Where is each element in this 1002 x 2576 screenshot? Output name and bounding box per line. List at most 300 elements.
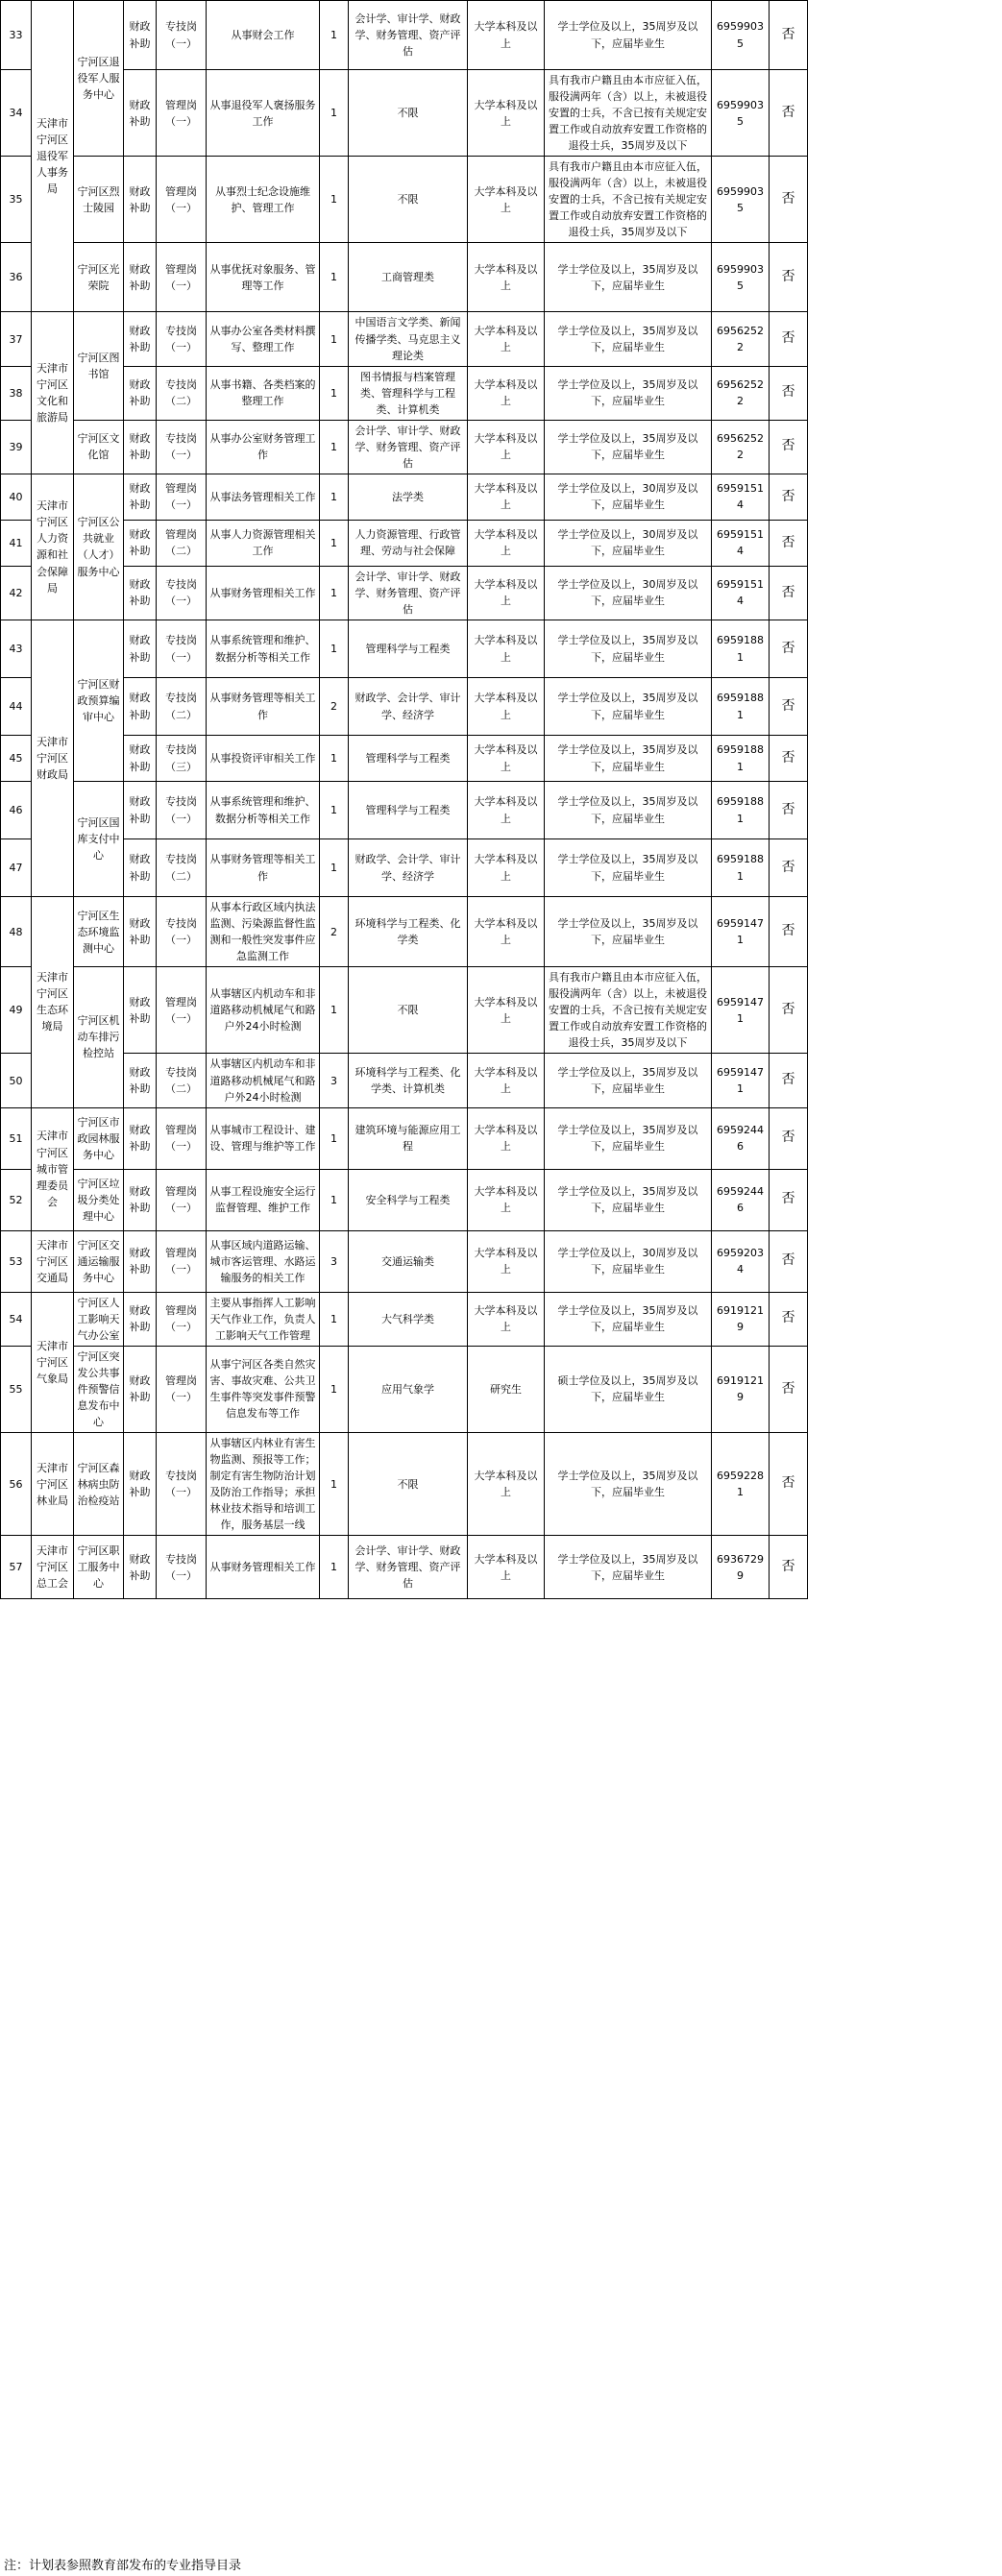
headcount: 1 — [320, 420, 349, 474]
row-number: 57 — [1, 1536, 32, 1599]
right-margin-cell — [808, 474, 998, 520]
row-number: 38 — [1, 366, 32, 420]
row-number: 47 — [1, 839, 32, 897]
major-requirement: 财政学、会计学、审计学、经济学 — [349, 839, 468, 897]
unit-cell: 宁河区机动车排污检控站 — [74, 967, 124, 1107]
education-requirement: 大学本科及以上 — [468, 967, 545, 1054]
education-requirement: 大学本科及以上 — [468, 736, 545, 782]
post-name: 专技岗（一） — [157, 312, 207, 366]
headcount: 1 — [320, 1, 349, 70]
table-row — [1, 1346, 998, 1432]
education-requirement: 大学本科及以上 — [468, 1107, 545, 1169]
education-requirement: 大学本科及以上 — [468, 312, 545, 366]
row-number: 36 — [1, 243, 32, 312]
duty-description: 从事城市工程设计、建设、管理与维护等工作 — [207, 1107, 320, 1169]
education-requirement: 大学本科及以上 — [468, 782, 545, 839]
table-row — [1, 566, 998, 620]
contact-phone: 69591471 — [712, 967, 770, 1054]
headcount: 3 — [320, 1230, 349, 1292]
yes-no-flag: 否 — [770, 1107, 808, 1169]
duty-description: 从事优抚对象服务、管理等工作 — [207, 243, 320, 312]
duty-description: 从事办公室财务管理工作 — [207, 420, 320, 474]
duty-description: 从事财务管理相关工作 — [207, 1536, 320, 1599]
education-requirement: 研究生 — [468, 1346, 545, 1432]
education-requirement: 大学本科及以上 — [468, 70, 545, 157]
major-requirement: 不限 — [349, 1432, 468, 1535]
post-name: 管理岗（一） — [157, 1169, 207, 1230]
duty-description: 从事财会工作 — [207, 1, 320, 70]
table-row — [1, 1292, 998, 1346]
table-row — [1, 782, 998, 839]
duty-description: 从事人力资源管理相关工作 — [207, 520, 320, 566]
yes-no-flag: 否 — [770, 839, 808, 897]
other-requirements: 学士学位及以上，35周岁及以下，应届毕业生 — [545, 312, 712, 366]
education-requirement: 大学本科及以上 — [468, 566, 545, 620]
major-requirement: 财政学、会计学、审计学、经济学 — [349, 678, 468, 736]
duty-description: 从事财务管理等相关工作 — [207, 839, 320, 897]
post-name: 专技岗（一） — [157, 782, 207, 839]
funding-type: 财政补助 — [124, 520, 157, 566]
row-number: 46 — [1, 782, 32, 839]
funding-type: 财政补助 — [124, 420, 157, 474]
department-cell: 天津市宁河区气象局 — [32, 1292, 74, 1432]
table-row — [1, 620, 998, 678]
post-name: 专技岗（一） — [157, 1, 207, 70]
department-cell: 天津市宁河区林业局 — [32, 1432, 74, 1535]
right-margin-cell — [808, 782, 998, 839]
department-cell: 天津市宁河区退役军人事务局 — [32, 1, 74, 312]
contact-phone: 69599035 — [712, 1, 770, 70]
major-requirement: 会计学、审计学、财政学、财务管理、资产评估 — [349, 566, 468, 620]
right-margin-cell — [808, 1169, 998, 1230]
major-requirement: 不限 — [349, 70, 468, 157]
headcount: 1 — [320, 157, 349, 243]
major-requirement: 人力资源管理、行政管理、劳动与社会保障 — [349, 520, 468, 566]
other-requirements: 具有我市户籍且由本市应征入伍，服役满两年（含）以上，未被退役安置的士兵，不含已按有关规定安置工作或自动放弃安置工作资格的退役士兵，35周岁及以下 — [545, 70, 712, 157]
major-requirement: 管理科学与工程类 — [349, 782, 468, 839]
funding-type: 财政补助 — [124, 1, 157, 70]
contact-phone: 69591471 — [712, 897, 770, 967]
unit-cell: 宁河区森林病虫防治检疫站 — [74, 1432, 124, 1535]
yes-no-flag: 否 — [770, 1230, 808, 1292]
contact-phone: 69592446 — [712, 1169, 770, 1230]
education-requirement: 大学本科及以上 — [468, 520, 545, 566]
unit-cell: 宁河区人工影响天气办公室 — [74, 1292, 124, 1346]
education-requirement: 大学本科及以上 — [468, 1, 545, 70]
funding-type: 财政补助 — [124, 157, 157, 243]
duty-description: 从事退役军人褒扬服务工作 — [207, 70, 320, 157]
major-requirement: 应用气象学 — [349, 1346, 468, 1432]
contact-phone: 69562522 — [712, 366, 770, 420]
post-name: 专技岗（一） — [157, 566, 207, 620]
major-requirement: 建筑环境与能源应用工程 — [349, 1107, 468, 1169]
row-number: 44 — [1, 678, 32, 736]
other-requirements: 学士学位及以上，35周岁及以下，应届毕业生 — [545, 736, 712, 782]
education-requirement: 大学本科及以上 — [468, 1432, 545, 1535]
major-requirement: 中国语言文学类、新闻传播学类、马克思主义理论类 — [349, 312, 468, 366]
yes-no-flag: 否 — [770, 520, 808, 566]
post-name: 专技岗（二） — [157, 1054, 207, 1107]
department-cell: 天津市宁河区交通局 — [32, 1230, 74, 1292]
headcount: 1 — [320, 1107, 349, 1169]
funding-type: 财政补助 — [124, 1432, 157, 1535]
yes-no-flag: 否 — [770, 1432, 808, 1535]
row-number: 56 — [1, 1432, 32, 1535]
headcount: 1 — [320, 736, 349, 782]
duty-description: 主要从事指挥人工影响天气作业工作，负责人工影响天气工作管理 — [207, 1292, 320, 1346]
headcount: 1 — [320, 474, 349, 520]
contact-phone: 69591471 — [712, 1054, 770, 1107]
yes-no-flag: 否 — [770, 967, 808, 1054]
headcount: 1 — [320, 620, 349, 678]
major-requirement: 工商管理类 — [349, 243, 468, 312]
right-margin-cell — [808, 678, 998, 736]
unit-cell: 宁河区文化馆 — [74, 420, 124, 474]
other-requirements: 学士学位及以上，35周岁及以下，应届毕业生 — [545, 1536, 712, 1599]
right-margin-cell — [808, 736, 998, 782]
headcount: 1 — [320, 967, 349, 1054]
duty-description: 从事本行政区域内执法监测、污染源监督性监测和一般性突发事件应急监测工作 — [207, 897, 320, 967]
table-row — [1, 1054, 998, 1107]
table-row — [1, 243, 998, 312]
contact-phone: 69591514 — [712, 520, 770, 566]
post-name: 专技岗（二） — [157, 839, 207, 897]
table-row — [1, 1536, 998, 1599]
duty-description: 从事法务管理相关工作 — [207, 474, 320, 520]
post-name: 管理岗（二） — [157, 520, 207, 566]
table-row — [1, 839, 998, 897]
table-row — [1, 1169, 998, 1230]
other-requirements: 学士学位及以上，35周岁及以下，应届毕业生 — [545, 1, 712, 70]
table-row — [1, 1230, 998, 1292]
other-requirements: 学士学位及以上，35周岁及以下，应届毕业生 — [545, 1292, 712, 1346]
right-margin-cell — [808, 566, 998, 620]
table-row — [1, 366, 998, 420]
row-number: 40 — [1, 474, 32, 520]
right-margin-cell — [808, 897, 998, 967]
funding-type: 财政补助 — [124, 1054, 157, 1107]
other-requirements: 学士学位及以上，35周岁及以下，应届毕业生 — [545, 839, 712, 897]
major-requirement: 大气科学类 — [349, 1292, 468, 1346]
headcount: 1 — [320, 366, 349, 420]
funding-type: 财政补助 — [124, 1107, 157, 1169]
table-row — [1, 420, 998, 474]
funding-type: 财政补助 — [124, 782, 157, 839]
table-row — [1, 520, 998, 566]
row-number: 50 — [1, 1054, 32, 1107]
post-name: 专技岗（二） — [157, 366, 207, 420]
contact-phone: 69592281 — [712, 1432, 770, 1535]
contact-phone: 69599035 — [712, 70, 770, 157]
yes-no-flag: 否 — [770, 1536, 808, 1599]
other-requirements: 学士学位及以上，30周岁及以下，应届毕业生 — [545, 520, 712, 566]
right-margin-cell — [808, 1536, 998, 1599]
row-number: 35 — [1, 157, 32, 243]
major-requirement: 交通运输类 — [349, 1230, 468, 1292]
row-number: 51 — [1, 1107, 32, 1169]
major-requirement: 会计学、审计学、财政学、财务管理、资产评估 — [349, 1, 468, 70]
funding-type: 财政补助 — [124, 566, 157, 620]
other-requirements: 学士学位及以上，35周岁及以下，应届毕业生 — [545, 243, 712, 312]
yes-no-flag: 否 — [770, 566, 808, 620]
yes-no-flag: 否 — [770, 1169, 808, 1230]
headcount: 1 — [320, 1432, 349, 1535]
department-cell: 天津市宁河区财政局 — [32, 620, 74, 897]
duty-description: 从事系统管理和维护、数据分析等相关工作 — [207, 782, 320, 839]
contact-phone: 69591514 — [712, 566, 770, 620]
major-requirement: 管理科学与工程类 — [349, 620, 468, 678]
education-requirement: 大学本科及以上 — [468, 1536, 545, 1599]
post-name: 专技岗（一） — [157, 1536, 207, 1599]
other-requirements: 学士学位及以上，35周岁及以下，应届毕业生 — [545, 782, 712, 839]
yes-no-flag: 否 — [770, 1292, 808, 1346]
unit-cell: 宁河区市政园林服务中心 — [74, 1107, 124, 1169]
contact-phone: 69591881 — [712, 736, 770, 782]
contact-phone: 69599035 — [712, 157, 770, 243]
funding-type: 财政补助 — [124, 70, 157, 157]
right-margin-cell — [808, 1054, 998, 1107]
education-requirement: 大学本科及以上 — [468, 1169, 545, 1230]
major-requirement: 管理科学与工程类 — [349, 736, 468, 782]
post-name: 专技岗（三） — [157, 736, 207, 782]
headcount: 1 — [320, 1292, 349, 1346]
funding-type: 财政补助 — [124, 1292, 157, 1346]
yes-no-flag: 否 — [770, 1054, 808, 1107]
yes-no-flag: 否 — [770, 312, 808, 366]
contact-phone: 69191219 — [712, 1346, 770, 1432]
contact-phone: 69592034 — [712, 1230, 770, 1292]
education-requirement: 大学本科及以上 — [468, 243, 545, 312]
post-name: 管理岗（一） — [157, 1292, 207, 1346]
other-requirements: 学士学位及以上，35周岁及以下，应届毕业生 — [545, 1107, 712, 1169]
yes-no-flag: 否 — [770, 157, 808, 243]
headcount: 1 — [320, 1169, 349, 1230]
headcount: 1 — [320, 782, 349, 839]
duty-description: 从事辖区内机动车和非道路移动机械尾气和路户外24小时检测 — [207, 1054, 320, 1107]
right-margin-cell — [808, 620, 998, 678]
table-row — [1, 1, 998, 70]
education-requirement: 大学本科及以上 — [468, 620, 545, 678]
other-requirements: 硕士学位及以上，35周岁及以下，应届毕业生 — [545, 1346, 712, 1432]
other-requirements: 学士学位及以上，35周岁及以下，应届毕业生 — [545, 1169, 712, 1230]
row-number: 37 — [1, 312, 32, 366]
contact-phone: 69591514 — [712, 474, 770, 520]
duty-description: 从事宁河区各类自然灾害、事故灾难、公共卫生事件等突发事件预警信息发布等工作 — [207, 1346, 320, 1432]
post-name: 管理岗（一） — [157, 474, 207, 520]
funding-type: 财政补助 — [124, 1169, 157, 1230]
right-margin-cell — [808, 70, 998, 157]
table-row — [1, 678, 998, 736]
major-requirement: 会计学、审计学、财政学、财务管理、资产评估 — [349, 420, 468, 474]
other-requirements: 学士学位及以上，35周岁及以下，应届毕业生 — [545, 420, 712, 474]
funding-type: 财政补助 — [124, 839, 157, 897]
other-requirements: 学士学位及以上，30周岁及以下，应届毕业生 — [545, 1230, 712, 1292]
major-requirement: 图书情报与档案管理类、管理科学与工程类、计算机类 — [349, 366, 468, 420]
major-requirement: 会计学、审计学、财政学、财务管理、资产评估 — [349, 1536, 468, 1599]
table-row — [1, 1432, 998, 1535]
unit-cell: 宁河区图书馆 — [74, 312, 124, 420]
duty-description: 从事办公室各类材料撰写、整理工作 — [207, 312, 320, 366]
right-margin-cell — [808, 520, 998, 566]
table-row — [1, 967, 998, 1054]
headcount: 1 — [320, 1346, 349, 1432]
funding-type: 财政补助 — [124, 1536, 157, 1599]
other-requirements: 学士学位及以上，30周岁及以下，应届毕业生 — [545, 474, 712, 520]
headcount: 3 — [320, 1054, 349, 1107]
unit-cell: 宁河区职工服务中心 — [74, 1536, 124, 1599]
post-name: 专技岗（一） — [157, 620, 207, 678]
footnote: 注：计划表参照教育部发布的专业指导目录 — [4, 2559, 242, 2573]
row-number: 45 — [1, 736, 32, 782]
contact-phone: 69599035 — [712, 243, 770, 312]
contact-phone: 69562522 — [712, 312, 770, 366]
education-requirement: 大学本科及以上 — [468, 897, 545, 967]
contact-phone: 69367299 — [712, 1536, 770, 1599]
post-name: 专技岗（一） — [157, 420, 207, 474]
post-name: 管理岗（一） — [157, 1107, 207, 1169]
yes-no-flag: 否 — [770, 1, 808, 70]
post-name: 专技岗（一） — [157, 897, 207, 967]
funding-type: 财政补助 — [124, 243, 157, 312]
yes-no-flag: 否 — [770, 420, 808, 474]
contact-phone: 69591881 — [712, 620, 770, 678]
education-requirement: 大学本科及以上 — [468, 474, 545, 520]
duty-description: 从事书籍、各类档案的整理工作 — [207, 366, 320, 420]
contact-phone: 69591881 — [712, 782, 770, 839]
contact-phone: 69592446 — [712, 1107, 770, 1169]
post-name: 管理岗（一） — [157, 70, 207, 157]
right-margin-cell — [808, 839, 998, 897]
education-requirement: 大学本科及以上 — [468, 678, 545, 736]
other-requirements: 学士学位及以上，35周岁及以下，应届毕业生 — [545, 1054, 712, 1107]
table-row — [1, 312, 998, 366]
unit-cell: 宁河区垃圾分类处理中心 — [74, 1169, 124, 1230]
funding-type: 财政补助 — [124, 366, 157, 420]
row-number: 34 — [1, 70, 32, 157]
headcount: 1 — [320, 243, 349, 312]
table-row — [1, 1107, 998, 1169]
right-margin-cell — [808, 1432, 998, 1535]
right-margin-cell — [808, 967, 998, 1054]
row-number: 55 — [1, 1346, 32, 1432]
major-requirement: 环境科学与工程类、化学类 — [349, 897, 468, 967]
other-requirements: 具有我市户籍且由本市应征入伍，服役满两年（含）以上，未被退役安置的士兵，不含已按有关规定安置工作或自动放弃安置工作资格的退役士兵，35周岁及以下 — [545, 157, 712, 243]
post-name: 管理岗（一） — [157, 1230, 207, 1292]
education-requirement: 大学本科及以上 — [468, 1292, 545, 1346]
department-cell: 天津市宁河区城市管理委员会 — [32, 1107, 74, 1230]
row-number: 33 — [1, 1, 32, 70]
funding-type: 财政补助 — [124, 897, 157, 967]
funding-type: 财政补助 — [124, 620, 157, 678]
unit-cell: 宁河区公共就业（人才）服务中心 — [74, 474, 124, 620]
education-requirement: 大学本科及以上 — [468, 1054, 545, 1107]
right-margin-cell — [808, 1107, 998, 1169]
funding-type: 财政补助 — [124, 967, 157, 1054]
contact-phone: 69562522 — [712, 420, 770, 474]
headcount: 1 — [320, 312, 349, 366]
post-name: 专技岗（二） — [157, 678, 207, 736]
education-requirement: 大学本科及以上 — [468, 839, 545, 897]
yes-no-flag: 否 — [770, 366, 808, 420]
headcount: 2 — [320, 897, 349, 967]
duty-description: 从事辖区内机动车和非道路移动机械尾气和路户外24小时检测 — [207, 967, 320, 1054]
major-requirement: 环境科学与工程类、化学类、计算机类 — [349, 1054, 468, 1107]
unit-cell: 宁河区交通运输服务中心 — [74, 1230, 124, 1292]
other-requirements: 学士学位及以上，30周岁及以下，应届毕业生 — [545, 566, 712, 620]
row-number: 52 — [1, 1169, 32, 1230]
post-name: 管理岗（一） — [157, 243, 207, 312]
contact-phone: 69591881 — [712, 678, 770, 736]
duty-description: 从事财务管理相关工作 — [207, 566, 320, 620]
right-margin-cell — [808, 420, 998, 474]
headcount: 1 — [320, 520, 349, 566]
yes-no-flag: 否 — [770, 736, 808, 782]
post-name: 管理岗（一） — [157, 157, 207, 243]
right-margin-cell — [808, 366, 998, 420]
funding-type: 财政补助 — [124, 1346, 157, 1432]
other-requirements: 学士学位及以上，35周岁及以下，应届毕业生 — [545, 897, 712, 967]
other-requirements: 学士学位及以上，35周岁及以下，应届毕业生 — [545, 678, 712, 736]
funding-type: 财政补助 — [124, 678, 157, 736]
unit-cell: 宁河区烈士陵园 — [74, 157, 124, 243]
row-number: 43 — [1, 620, 32, 678]
major-requirement: 不限 — [349, 157, 468, 243]
major-requirement: 安全科学与工程类 — [349, 1169, 468, 1230]
unit-cell: 宁河区国库支付中心 — [74, 782, 124, 897]
duty-description: 从事辖区内林业有害生物监测、预报等工作；制定有害生物防治计划及防治工作指导；承担林业技术指导和培训工作，服务基层一线 — [207, 1432, 320, 1535]
headcount: 1 — [320, 70, 349, 157]
right-margin-cell — [808, 1292, 998, 1346]
table-body — [1, 1, 998, 1599]
post-name: 管理岗（一） — [157, 1346, 207, 1432]
table-row — [1, 157, 998, 243]
right-margin-cell — [808, 312, 998, 366]
funding-type: 财政补助 — [124, 474, 157, 520]
duty-description: 从事财务管理等相关工作 — [207, 678, 320, 736]
unit-cell: 宁河区光荣院 — [74, 243, 124, 312]
education-requirement: 大学本科及以上 — [468, 157, 545, 243]
yes-no-flag: 否 — [770, 678, 808, 736]
row-number: 53 — [1, 1230, 32, 1292]
education-requirement: 大学本科及以上 — [468, 1230, 545, 1292]
duty-description: 从事系统管理和维护、数据分析等相关工作 — [207, 620, 320, 678]
contact-phone: 69591881 — [712, 839, 770, 897]
yes-no-flag: 否 — [770, 70, 808, 157]
other-requirements: 学士学位及以上，35周岁及以下，应届毕业生 — [545, 1432, 712, 1535]
other-requirements: 学士学位及以上，35周岁及以下，应届毕业生 — [545, 366, 712, 420]
duty-description: 从事工程设施安全运行监督管理、维护工作 — [207, 1169, 320, 1230]
funding-type: 财政补助 — [124, 1230, 157, 1292]
table-row — [1, 897, 998, 967]
yes-no-flag: 否 — [770, 897, 808, 967]
department-cell: 天津市宁河区总工会 — [32, 1536, 74, 1599]
row-number: 39 — [1, 420, 32, 474]
duty-description: 从事投资评审相关工作 — [207, 736, 320, 782]
contact-phone: 69191219 — [712, 1292, 770, 1346]
major-requirement: 法学类 — [349, 474, 468, 520]
headcount: 1 — [320, 566, 349, 620]
other-requirements: 具有我市户籍且由本市应征入伍，服役满两年（含）以上，未被退役安置的士兵，不含已按有关规定安置工作或自动放弃安置工作资格的退役士兵，35周岁及以下 — [545, 967, 712, 1054]
row-number: 48 — [1, 897, 32, 967]
row-number: 42 — [1, 566, 32, 620]
table-row — [1, 474, 998, 520]
department-cell: 天津市宁河区文化和旅游局 — [32, 312, 74, 474]
right-margin-cell — [808, 1346, 998, 1432]
department-cell: 天津市宁河区人力资源和社会保障局 — [32, 474, 74, 620]
right-margin-cell — [808, 1, 998, 70]
unit-cell: 宁河区生态环境监测中心 — [74, 897, 124, 967]
education-requirement: 大学本科及以上 — [468, 420, 545, 474]
